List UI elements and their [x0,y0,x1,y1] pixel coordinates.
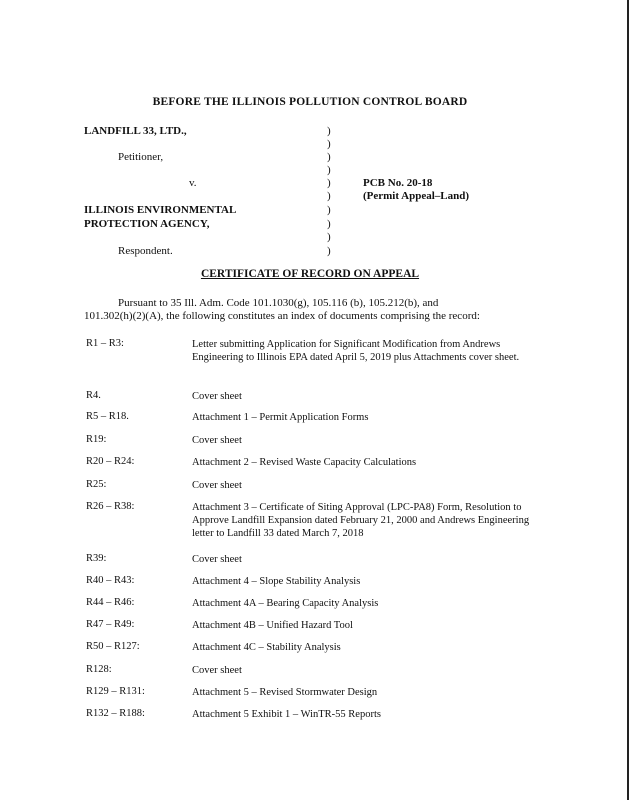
record-pages: R44 – R46: [86,597,135,608]
caption-paren: ) [327,231,331,243]
respondent-name-line2: PROTECTION AGENCY, [84,218,210,230]
record-description: Attachment 1 – Permit Application Forms [192,412,369,423]
record-description: Cover sheet [192,435,242,446]
document-heading: BEFORE THE ILLINOIS POLLUTION CONTROL BOARD [152,96,468,108]
record-pages: R50 – R127: [86,641,140,652]
record-description: Attachment 4 – Slope Stability Analysis [192,576,361,587]
record-pages: R26 – R38: [86,501,135,512]
respondent-name-line1: ILLINOIS ENVIRONMENTAL [84,204,237,216]
caption-paren: ) [327,177,331,189]
intro-line-1: Pursuant to 35 Ill. Adm. Code 101.1030(g), 105.116 (b), 105.212(b), and [118,297,439,309]
case-number: PCB No. 20-18 [363,177,433,189]
caption-paren: ) [327,218,331,230]
record-description: Attachment 4A – Bearing Capacity Analysis [192,598,379,609]
caption-paren: ) [327,138,331,150]
petitioner-role: Petitioner, [118,151,164,163]
caption-paren: ) [327,164,331,176]
caption-paren: ) [327,151,331,163]
record-pages: R40 – R43: [86,575,135,586]
record-pages: R129 – R131: [86,686,145,697]
caption-paren: ) [327,245,331,257]
record-pages: R132 – R188: [86,708,145,719]
record-description: Attachment 2 – Revised Waste Capacity Calculations [192,457,417,468]
record-description: Attachment 4B – Unified Hazard Tool [192,620,353,631]
record-pages: R128: [86,664,112,675]
certificate-title: CERTIFICATE OF RECORD ON APPEAL [200,268,420,280]
record-description: Attachment 3 – Certificate of Siting Approval (LPC-PA8) Form, Resolution to Approve Landfill Expansion dated February 21, 2000 and Andrews Engineering letter to Landfill 33 dated March 7, 2018 [192,502,530,539]
record-description: Cover sheet [192,480,242,491]
record-description: Attachment 5 – Revised Stormwater Design [192,687,378,698]
record-pages: R20 – R24: [86,456,135,467]
record-description: Cover sheet [192,554,242,565]
intro-line-2: 101.302(h)(2)(A), the following constitutes an index of documents comprising the record: [84,310,480,322]
case-type: (Permit Appeal–Land) [363,190,470,202]
record-pages: R4. [86,390,101,401]
record-pages: R39: [86,553,107,564]
record-pages: R1 – R3: [86,338,124,349]
record-pages: R47 – R49: [86,619,135,630]
record-description: Cover sheet [192,391,242,402]
record-description: Attachment 4C – Stability Analysis [192,642,341,653]
record-description: Letter submitting Application for Significant Modification from Andrews Engineering to Illinois EPA dated April 5, 2019 plus Attachments cover sheet. [192,339,520,363]
record-pages: R5 – R18. [86,411,129,422]
petitioner-name: LANDFILL 33, LTD., [84,125,187,137]
record-pages: R19: [86,434,107,445]
record-description: Cover sheet [192,665,242,676]
caption-paren: ) [327,204,331,216]
record-pages: R25: [86,479,107,490]
caption-paren: ) [327,125,331,137]
versus-label: v. [189,177,197,189]
respondent-role: Respondent. [118,245,173,257]
record-description: Attachment 5 Exhibit 1 – WinTR-55 Reports [192,709,381,720]
caption-paren: ) [327,190,331,202]
